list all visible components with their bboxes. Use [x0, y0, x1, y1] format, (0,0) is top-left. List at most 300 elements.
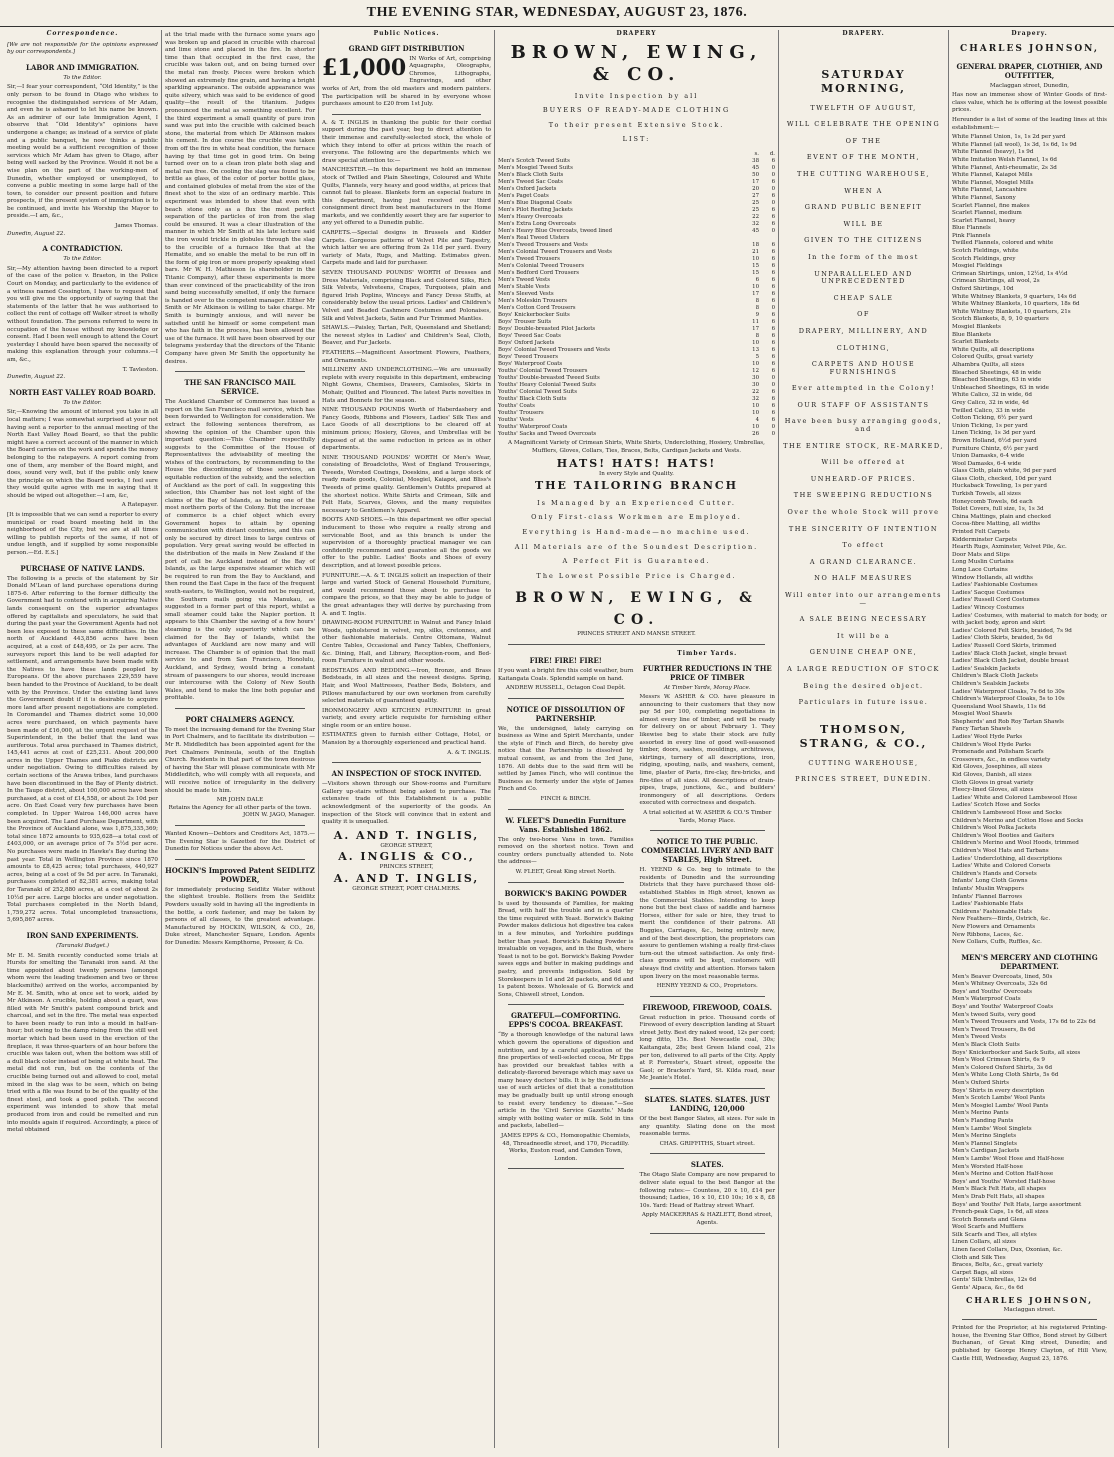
- goods-item: Honeycomb Towels, 6d each: [952, 498, 1033, 505]
- price-pence: 0: [771, 185, 775, 192]
- advert-signature: MR JOHN DALE: [216, 797, 264, 804]
- price-shillings: 32: [752, 395, 759, 402]
- price-pence: 6: [771, 276, 775, 283]
- price-shillings: 17: [752, 325, 759, 332]
- goods-item: Brown Holland, 6½d per yard: [952, 437, 1037, 444]
- price-row: [498, 277, 775, 284]
- price-row: [498, 200, 775, 207]
- goods-item: Boys' and Youths' Overcoats: [952, 988, 1033, 995]
- goods-item: Childrens' Fashionable Hats: [952, 908, 1033, 915]
- price-shillings: 10: [752, 283, 759, 290]
- goods-item: White Whitney Blankets, 10 quarters, 21s: [952, 308, 1071, 315]
- goods-item: Blue Blankets: [952, 331, 992, 338]
- goods-item: Glass Cloth, plain white, 9d per yard: [952, 468, 1057, 475]
- price-pence: 6: [771, 360, 775, 367]
- price-header-item: [498, 151, 743, 158]
- price-shillings: 9: [755, 311, 759, 318]
- firm-name: A. INGLIS & CO.,: [338, 850, 475, 864]
- advert-line: OF: [857, 310, 870, 319]
- firm-address: PRINCES STREET, DUNEDIN.: [795, 775, 932, 784]
- goods-item: Wool Scarfs and Mufflers: [952, 1224, 1024, 1231]
- goods-item: Men's Whitney Overcoats, 32s 6d: [952, 981, 1048, 988]
- divider: [508, 1004, 624, 1005]
- price-pence: 6: [771, 318, 775, 325]
- goods-item: Turkish Towels, all sizes: [952, 491, 1021, 498]
- goods-item: Union Ticking, 1s per yard: [952, 422, 1028, 429]
- price-header-pence: d.: [769, 150, 775, 157]
- advert-line: GRAND PUBLIC BENEFIT: [804, 203, 923, 212]
- goods-item: Printed Felt Carpets: [952, 529, 1010, 536]
- goods-item: Ladies' Wool Hyde Parks: [952, 734, 1023, 741]
- goods-item: White Flannel, Anti-rheumatic, 2s 3d: [952, 164, 1057, 171]
- price-item: Men's Heavy Overcoats: [498, 213, 563, 220]
- price-row: [498, 347, 775, 354]
- price-pence: 0: [771, 430, 775, 437]
- price-row: [498, 291, 775, 298]
- price-row: [498, 263, 775, 270]
- goods-item: Kid Gloves, Josephines, all sizes: [952, 764, 1043, 771]
- small-advert: [640, 1160, 776, 1233]
- goods-item: China Mattings, plain and checked: [952, 513, 1051, 520]
- goods-item: Bleached Sheetings, 48 in wide: [952, 369, 1042, 376]
- goods-item: Children's Waterproof Cloaks, 5s to 10s: [952, 696, 1065, 703]
- goods-item: Huckaback Toweling, 1s per yard: [952, 483, 1047, 490]
- article-dateline: Dunedin, August 22.: [7, 230, 66, 237]
- advert-line: TWELFTH OF AUGUST,: [810, 103, 917, 112]
- price-pence: 6: [771, 290, 775, 297]
- goods-item: Bleached Sheetings, 63 in wide: [952, 377, 1042, 384]
- small-advert-body: Great reduction in price. Thousand cords of Firewood of every description landing at Stuart street Jetty. Best dry naked wood, 12s per cord; long ditto, 15s. Best Newcastle coal, 30s; Kaitangata, 28s; best Green Island coal, 21s per ton, delivered to all parts of the City. Apply at P. Forrester's, Stuart street, opposite the Gaol; or Bracken's Yard, St. Kilda road, near Mc Jeanie's Hotel.: [639, 1014, 775, 1082]
- tailoring-line: Is Managed by an Experienced Cutter.: [537, 498, 736, 507]
- goods-item: Children's Hands and Corsets: [952, 870, 1037, 877]
- goods-item: White Whitney Blankets, 10 quarters, 18s 6d: [952, 301, 1080, 308]
- goods-item: Union Damasks, 6-4 wide: [952, 453, 1025, 460]
- price-item: Boys' Knickerbocker Suits: [498, 311, 570, 318]
- goods-item: Ladies' Costumes, with material to match for body, or with jacket body, apron and skirt: [952, 612, 1107, 627]
- price-pence: [759, 235, 775, 242]
- price-item: Men's Stable Vests: [498, 283, 550, 290]
- price-item: Youths' Waterproof Coats: [498, 423, 568, 430]
- small-advert: [498, 1011, 634, 1169]
- price-row: [498, 410, 775, 417]
- goods-item: Children's Wool Polka Jackets: [952, 825, 1037, 832]
- small-advert-body: H. YEEND & Co. beg to intimate to the residents of Dunedin and the surrounding Districts that they have purchased those old-established Stables in High street, known as the Commercial Stables. Intending to keep none but the best class of saddle and harness Horses, either for sale or hire, they trust to merit the confidence of their patrons. All Buggies, Carriages, &c., being entirely new, and of the best description, the proprietors can assure to gentlemen wishing a really first-class turn-out the utmost satisfaction. As only first-class grooms will be kept, customers will always find civility and attention. Horses taken upon livery on the most reasonable terms.: [639, 867, 775, 980]
- firm-subtitle: CUTTING WAREHOUSE,: [808, 758, 919, 767]
- price-pence: 6: [771, 395, 775, 402]
- tailoring-line: The Lowest Possible Price is Charged.: [536, 571, 737, 580]
- goods-item: Ladies' Underclothing, all descriptions: [952, 855, 1062, 862]
- advert-paragraph: ESTIMATES given to furnish either Cottage, Hotel, or Mansion by a thoroughly experienced and practical hand.: [322, 732, 491, 747]
- firm-address: Maclaggan street.: [1003, 1306, 1056, 1313]
- article-body: Sir,—Knowing the amount of interest you take in all local matters; I was somewhat surprised at your not having sent a reporter to the annual meeting of the North East Valley Road Board, so that the public might have a correct account of the manner in which the Board carries on the work and spends the money belonging to the ratepayers. A report coming from one of them, any member of the Board might, and does, sound very well, but if the public only knew the principle on which the Board works, I feel sure they would quite agree with me in saying that it should be wiped out altogether.—I am, &c,: [7, 409, 158, 499]
- price-row: [498, 284, 775, 291]
- small-advert-title: SLATES.: [690, 1160, 724, 1170]
- goods-item: White Flannel, Mosgiel Mills: [952, 179, 1034, 186]
- price-pence: 6: [771, 416, 775, 423]
- article-signature: T. Tavleston.: [122, 366, 158, 373]
- advert-line: UNHEARD-OF PRICES.: [810, 474, 917, 483]
- small-advert-body: We, the undersigned, lately carrying on business as Wine and Spirit Merchants, under the style of Finch and Birch, do hereby give notice that the Partnership is dissolved by mutual consent, as and from the 3rd June, 1876. All debts due to the said firm will be settled by James Finch, who will continue the Business as formerly under the style of James Finch and Co.: [498, 725, 634, 793]
- advert-title: GRAND GIFT DISTRIBUTION: [348, 43, 465, 53]
- price-item: Men's Scotch Tweed Suits: [498, 157, 570, 164]
- goods-item: Men's Drab Felt Hats, all shapes: [952, 1193, 1045, 1200]
- price-pence: 6: [771, 255, 775, 262]
- price-row: [498, 249, 775, 256]
- goods-item: White Flannel, Saxony: [952, 194, 1016, 201]
- price-item: Youths' Sacks and Tweed Overcoats: [498, 430, 597, 437]
- goods-item: Scarlet Flannel, heavy: [952, 217, 1016, 224]
- advert-line: A GRAND CLEARANCE.: [809, 557, 918, 566]
- price-item: Men's Bedford Cord Trousers: [498, 269, 580, 276]
- price-row: [498, 172, 775, 179]
- small-advert-signature: CHAS. GRIFFITHS, Stuart street.: [659, 1140, 755, 1147]
- advert-line: Over the whole Stock will prove: [787, 508, 940, 517]
- article-salutation: To the Editor.: [63, 256, 102, 263]
- section-heading: Correspondence.: [46, 30, 119, 37]
- small-advert: [498, 705, 634, 810]
- divider: [175, 371, 305, 372]
- price-row: [498, 298, 775, 305]
- goods-item: Scotch Bonnets and Glens: [952, 1216, 1027, 1223]
- price-shillings: 30: [752, 374, 759, 381]
- advert-paragraph: NINE THOUSAND POUNDS' WORTH Of Men's Wear, consisting of Broadcloths, West of England Trouserings, Tweeds, Worsted Coatings, Doeskins, and a large stock of ready made goods, Colonial, Mosgiel, Kaiapoi, and Bliss's Tweeds of prime quality. Gentlemen's Outfits prepared at the shortest notice. White Shirts and Crimean, Silk and Felt Hats, Scarves, Gloves, and the many requisites necessary to Gentlemen's Apparel.: [322, 454, 491, 514]
- price-shillings: 20: [752, 185, 759, 192]
- small-advert: [640, 1095, 776, 1154]
- article-title: LABOR AND IMMIGRATION.: [26, 62, 139, 72]
- price-shillings: 22: [752, 388, 759, 395]
- price-item: Boys' Double-breasted Pilot Jackets: [498, 325, 596, 332]
- goods-item: Mosgiel Blankets: [952, 324, 1001, 330]
- price-shillings: 10: [752, 423, 759, 430]
- column-drapery-charles-johnson: [948, 30, 1110, 1448]
- goods-item: Men's Oxford Shirts: [952, 1080, 1010, 1086]
- price-row: [498, 186, 775, 193]
- price-shillings: 13: [752, 346, 759, 353]
- small-advert-body: “By a thorough knowledge of the natural laws which govern the operations of digestion and nutrition, and by a careful application of the fine properties of well-selected cocoa, Mr Epps has provided our breakfast tables with a delicately-flavored beverage which may save us many heavy doctors' bills. It is by the judicious use of such articles of diet that a constitution may be gradually built up until strong enough to resist every tendency to disease.”—See article in the 'Civil Service Gazette.' Made simply with boiling water or milk. Sold in tins and packets, labelled—: [498, 1032, 634, 1130]
- advert-line: THE SINCERITY OF INTENTION: [788, 524, 939, 533]
- price-pence: 6: [771, 206, 775, 213]
- goods-item: Ladies' Fashionable Hats: [952, 901, 1024, 908]
- price-pence: 6: [771, 332, 775, 339]
- firm-name: A. AND T. INGLIS,: [333, 828, 480, 842]
- advert-line: OF THE: [845, 136, 882, 145]
- goods-item: Twilled Calico, 33 in wide: [952, 407, 1026, 414]
- advert-line: Have been busy arranging goods, and: [784, 417, 943, 434]
- firm-name: THOMSON, STRANG, & CO.,: [799, 722, 928, 750]
- price-item: Boys' Trouser Suits: [498, 318, 552, 325]
- small-advert-signature: JAMES EPPS & CO., Homœopathic Chemists, 48, Threadneedle street, and 170, Piccadilly. Works, Euston road, and Camden Town, London.: [500, 1133, 631, 1162]
- small-advert: [640, 837, 776, 997]
- price-shillings: 18: [752, 241, 759, 248]
- divider: [175, 708, 305, 709]
- price-shillings: 10: [752, 409, 759, 416]
- price-pence: 0: [771, 199, 775, 206]
- goods-item: Boys' Shirts in every description: [952, 1087, 1045, 1094]
- goods-item: Children's Merino and Wool Hoods, trimmed: [952, 840, 1079, 847]
- divider: [175, 825, 305, 826]
- small-advert: [498, 889, 634, 1006]
- firm-address: GEORGE STREET,: [380, 842, 433, 849]
- price-row: [498, 305, 775, 312]
- advert-signature: A. & T. INGLIS.: [447, 749, 491, 756]
- goods-item: Men's Tweed Trousers, 8s 6d: [952, 1026, 1036, 1033]
- price-item: Boys' Colonial Tweed Trousers and Vests: [498, 346, 611, 353]
- small-advert-signature: Apply MACKERRAS & HAZLETT, Bond street, Agents.: [641, 1212, 773, 1226]
- goods-item: Ladies' Sacque Costumes: [952, 589, 1025, 596]
- price-item: Youths' Vests: [498, 416, 534, 423]
- goods-item: Cocoa-fibre Matting, all widths: [952, 521, 1041, 528]
- price-shillings: 15: [752, 269, 759, 276]
- price-shillings: 17: [752, 178, 759, 185]
- small-advert-title: SLATES. SLATES. SLATES. JUST LANDING, 120,000: [644, 1095, 770, 1114]
- article-signature: James Thomas.: [115, 223, 158, 230]
- goods-item: Scotch Fleldings, white: [952, 248, 1019, 255]
- goods-item: New Collars, Cuffs, Ruffles, &c.: [952, 939, 1042, 946]
- advert-line: EVENT OF THE MONTH,: [806, 153, 921, 162]
- advert-line: CHEAP SALE: [833, 293, 894, 302]
- advert-line: Will enter into our arrangements—: [785, 591, 942, 607]
- goods-item: Colored Quilts, great variety: [952, 354, 1034, 361]
- goods-item: New Ribbons, Laces, &c.: [952, 931, 1024, 938]
- advert-paragraph: BEDSTEADS AND BEDDING.—Iron, Bronze, and Brass Bedsteads, in all sizes and the newest designs. Spring, Hair, and Wool Mattresses, Feather Beds, Bolsters, and Pillows manufactured by our own workmen from carefully selected materials of guaranteed quality.: [322, 667, 491, 705]
- advert-headline: SATURDAY MORNING,: [821, 67, 906, 95]
- goods-item: Crossovers, &c., in endless variety: [952, 756, 1051, 763]
- price-shillings: 10: [752, 360, 759, 367]
- goods-item: Men's White Long Cloth Shirts, 5s 6d: [952, 1072, 1059, 1079]
- price-row: [498, 214, 775, 221]
- price-shillings: 27: [752, 192, 759, 199]
- advert-paragraph: SHAWLS.—Paisley, Tartan, Felt, Queensland and Shetland; the newest styles in Ladies' and Children's Seal, Cloth, Beaver, and Fur Jackets.: [322, 325, 491, 347]
- price-row: [498, 221, 775, 228]
- small-advert-signature: A trial solicited at W. ASHER & CO.'S Timber Yards, Moray Place.: [643, 810, 772, 824]
- column-drapery-brown-ewing: [494, 30, 778, 1448]
- editor-note: [We are not responsible for the opinions expressed by our correspondents.]: [7, 41, 158, 56]
- divider: [962, 1319, 1097, 1320]
- price-item: Men's Tweed Vests: [498, 276, 550, 283]
- advert-paragraph: SEVEN THOUSAND POUNDS' WORTH of Dresses and Dress Materials, comprising Black and Colored Silks, Rich Silk Velvets, Velveteens, Crapes, Turquoises, plain and figured Irish Poplins, Winceys and Fancy Dress Stuffs, at considerably below the usual prices. Ladies' and Children's Velvet and Beaded Cashmere Costumes and Polonaises, Silk and Velvet Jackets, Satin and Fur Trimmed Mantles.: [322, 270, 491, 322]
- advert-line: In every Style and Quality.: [599, 471, 674, 478]
- price-row: [498, 228, 775, 235]
- price-shillings: 11: [752, 318, 759, 325]
- price-pence: 6: [771, 353, 775, 360]
- goods-item: White Flannel, Lancashire: [952, 187, 1027, 194]
- goods-item: Boys' and Youths' Waterproof Coats: [952, 1004, 1054, 1011]
- price-row: [498, 270, 775, 277]
- goods-item: Men's Flanding Pants: [952, 1117, 1014, 1124]
- article-title: IRON SAND EXPERIMENTS.: [26, 930, 139, 940]
- price-shillings: 8: [755, 297, 759, 304]
- goods-item: Cotton Ticking, 6½ per yard: [952, 415, 1033, 422]
- price-header-shillings: s.: [754, 150, 759, 157]
- small-advert-title: BORWICK'S BAKING POWDER: [504, 888, 627, 898]
- article-body: The Auckland Chamber of Commerce has issued a report on the San Francisco mail service, which has been forwarded to Wellington for consideration. We extract the following sentences therefrom, as showing the opinion of the Chamber upon this important question:—This Chamber respectfully suggests to the Committee of the House of Representatives the advisability of meeting the wishes of the contractors, by recommending to the House the discontinuing of those services, an equitable reduction of the subsidy, and the selection of Auckland as the port of call. In suggesting this selection, this Chamber has not lost sight of the claims of the Bay of Islands, as being one of the most northern ports of the Colony. But the increase of commerce is a chief object which every Government hopes to attain by opening communication with distant countries, and this can only be secured by direct lines to large centres of population. Very great saving would be effected in the distribution of the mails in New Zealand if the port of call be Auckland instead of the Bay of Islands, as the large expensive steamer which will be required to run from the Bay to Auckland, and then round the East Cape in the face of the frequent south-easters, to Wellington, would not be required, the Southern mails going via Manukau, as suggested in a former part of this report, whilst a small steamer could take the Napier portion. It appears to this Chamber the saving of a few hours' steaming is the only superiority which can be claimed for the Bay of Islands, whilst the advantages of Auckland are now many and will increase. The Chamber is of opinion that the mail service to and from San Francisco, Honolulu, Auckland, and Sydney, would bring a constant stream of passengers to our shores, would increase our intercourse with the Colony of New South Wales, and tend to make the line both popular and profitable.: [165, 399, 315, 702]
- price-row: [498, 319, 775, 326]
- column-public-notices: [318, 30, 494, 1448]
- price-item: Youths' Heavy Colonial Tweed Suits: [498, 381, 596, 388]
- goods-item: Toilet Covers, full size, 1s, 1s 3d: [952, 506, 1044, 513]
- goods-item: Alhambra Quilts, all sizes: [952, 361, 1025, 368]
- section-heading: DRAPERY: [616, 30, 657, 37]
- goods-item: Mosgiel Wool Shawls: [952, 711, 1013, 718]
- goods-list: [952, 134, 1107, 947]
- goods-item: Gents' Alpaca, &c., 6s 6d: [952, 1285, 1024, 1292]
- goods-item: Men's Waterproof Coats: [952, 996, 1021, 1003]
- price-shillings: 15: [752, 262, 759, 269]
- goods-item: Carpet Bags, all sizes: [952, 1269, 1014, 1276]
- advert-line: Being the desired object.: [803, 681, 924, 690]
- price-pence: 6: [771, 157, 775, 164]
- advert-line: NO HALF MEASURES: [814, 574, 913, 583]
- advert-line: Invite Inspection by all: [574, 91, 699, 100]
- price-row: [498, 242, 775, 249]
- price-shillings: 5: [755, 353, 759, 360]
- price-shillings: 17: [752, 290, 759, 297]
- price-pence: 6: [771, 283, 775, 290]
- advert-title: PORT CHALMERS AGENCY.: [185, 714, 295, 724]
- tailoring-line: All Materials are of the Soundest Description.: [514, 542, 759, 551]
- goods-item: Promenade and Polisham Scarfs: [952, 749, 1044, 756]
- goods-item: Ladies' White and Colored Lambswool Hose: [952, 794, 1078, 801]
- goods-item: Infants' Muslin Wrappers: [952, 885, 1024, 892]
- goods-item: Men's Flannel Singlets: [952, 1140, 1017, 1147]
- advert-line: THE CUTTING WAREHOUSE,: [796, 169, 930, 178]
- article-body: The following is a precis of the statement by Sir Donald M'Lean of land purchase operations during 1875-6. After referring to the former difficulty the Government had to contend with in acquiring Native lands consequent on the superior advantages offered by capitalists and speculators, he said that during the past year the Government Agents had not been less exposed to these same difficulties. In the north of Auckland 443,856 acres have been acquired, at a cost of £48,495, or 2s per acre. The surveyors report this land to be well adapted for settlement, and arrangements have been made with the Natives to have these lands peopled by Europeans. Of the above purchases 229,559 have been handed to the Province of Auckland, to be dealt with by the Province. Under the existing land laws the Government doubt if it is desirable to acquire more land after present negotiations are completed. In Coromandel and Thames district some 10,000 acres were purchased, on which payments have been made of £16,000, at the urgent request of the Superintendent, in the belief that the land was auriferous. Total area purchased in Thames district, 145,441 acres at cost of £25,231. About 200,000 acres in the Upper Thames and Piako districts are under negotiation. Owing to difficulties raised by certain sections of the Arawa tribes, land purchases have been discontinued in the Bay of Plenty district. In the Taupo district, about 100,000 acres have been purchased, at a cost of £14,558, or about 2s 10d per acre. On East Coast very few purchases have been completed. In Upper Wairoa 146,000 acres have been acquired. The Land Purchase Department, with the Province of Auckland alone, was 1,875,335,369; total since 1872 amounts to 935,628—a total cost of £403,000, or an average price of 7s 5½d per acre. No purchases were made in Hawke's Bay during the past year. Total in Wellington Province since 1870 amounts to £8,425 acres; total purchases, 440,927 acres, being at a cost of 9s 5d per acre. In Taranaki, purchases completed of 82,381 acres, making total for Taranaki of 252,880 acres, at a cost of about 2s 10½d per acre. Large blocks are under negotiation. Total purchases completed in the North Island, 1,759,272 acres. Total uncompleted transactions, 5,695,867 acres.: [7, 575, 158, 924]
- advert-body: To meet the increasing demand for the Evening Star in Port Chalmers, and to facilitate its distribution — Mr R. Middleditch has been appointed agent for the Port Chalmers Peninsula, south of the English Church. Residents in that part of the town desirous of having the Star will please communicate with Mr Middleditch, who will comply with all requests, and will receive notice of irregularity in the delivery should be made to him.: [165, 726, 315, 794]
- goods-item: Cloth Gloves in great variety: [952, 779, 1034, 786]
- advert-line: OUR STAFF OF ASSISTANTS: [797, 400, 930, 409]
- price-shillings: 10: [752, 339, 759, 346]
- advert-signature: Retains the Agency for all other parts of the town.: [168, 804, 312, 811]
- article-title: NORTH EAST VALLEY ROAD BOARD.: [9, 387, 156, 397]
- advert-body: Hereunder is a list of some of the leading lines at this establishment:—: [952, 116, 1107, 131]
- advert-line: WHEN A: [844, 186, 883, 195]
- goods-item: Wool Damasks, 6-4 wide: [952, 460, 1022, 467]
- advert-signature: JOHN W. JAGO, Manager.: [243, 812, 315, 819]
- price-shillings: 22: [752, 213, 759, 220]
- price-row: [498, 179, 775, 186]
- firm-name: BROWN, EWING, & CO.: [510, 41, 763, 85]
- small-advert-title: NOTICE TO THE PUBLIC. COMMERCIAL LIVERY AND BAIT STABLES, High Street.: [641, 837, 774, 865]
- goods-item: White Calico, 32 in wide, 6d: [952, 392, 1032, 399]
- divider: [175, 859, 305, 860]
- price-pence: 0: [771, 304, 775, 311]
- advert-body: IN Works of Art, comprising Aquagraphs, Oleographs, Chromos, Lithographs, Engravings, and other works of Art, from the old masters and modern painters. The participation will be shared in by everyone whose purchases amount to £20 from 1st July.: [322, 55, 491, 108]
- goods-item: Kid Gloves, Danish, all sizes: [952, 772, 1032, 779]
- small-advert-signature: W. FLEET, Great King street North.: [515, 869, 616, 875]
- price-pence: 6: [771, 262, 775, 269]
- divider: [650, 1233, 766, 1234]
- goods-item: Oxford Shirtings, 10d: [952, 286, 1014, 293]
- goods-item: Men's Black Cloth Suits: [952, 1042, 1020, 1049]
- divider: [508, 1168, 624, 1169]
- goods-item: Infants' Flannel Barrows: [952, 893, 1023, 900]
- advert-body: Has now an immense show of Winter Goods of first-class value, which he is offering at the lowest possible prices.: [952, 92, 1107, 114]
- goods-item: Queensland Wool Shawls, 11s 6d: [952, 703, 1046, 710]
- tailoring-line: A Perfect Fit is Guaranteed.: [562, 557, 711, 566]
- advert-body: Wanted Known—Debtors and Creditors Act, 1875.—The Evening Star is Gazetted for the District of Dunedin for Notices under the above Act.: [165, 831, 315, 853]
- price-item: Men's Tweed Trousers: [498, 255, 560, 262]
- goods-item: Children's Lambswool Hose and Socks: [952, 810, 1062, 816]
- price-shillings: 8: [755, 332, 759, 339]
- goods-item: Men's Merino Singlets: [952, 1133, 1017, 1140]
- price-shillings: 38: [752, 157, 759, 164]
- goods-item: Men's Colored Oxford Shirts, 3s 6d: [952, 1064, 1053, 1071]
- advert-sections: [322, 120, 491, 748]
- price-pence: 6: [771, 220, 775, 227]
- article-source: (Taranaki Budget.): [55, 942, 110, 949]
- goods-item: Children's Merino and Cotton Hose and Socks: [952, 817, 1084, 824]
- price-shillings: 10: [752, 402, 759, 409]
- divider: [508, 698, 624, 699]
- small-adverts-right-list: [640, 664, 776, 1234]
- price-row: [498, 368, 775, 375]
- goods-item: Men's tweed Suits, very good: [952, 1011, 1036, 1018]
- price-list-title: LIST:: [622, 135, 651, 144]
- goods-item: Long Lace Curtains: [952, 567, 1008, 573]
- goods-item: Men's Worsted Half-hose: [952, 1163, 1023, 1170]
- advert-line: THE SWEEPING REDUCTIONS: [793, 491, 934, 500]
- price-item: Men's Real Tweed Ulsters: [498, 234, 570, 241]
- price-pence: 0: [771, 423, 775, 430]
- article-body: Sir,—I fear your correspondent, “Old Identity,” is the only person to be found in Otago who wishes to recognise the distinguished services of Mr Adam, and even he is ashamed to let his name be known. As an admirer of our late Immigration Agent, I observe that “Old Identity's” opinions have undergone a change; as instead of a service of plate and a public banquet, he now thinks a public meeting would be a sufficient recognition of those services which Mr Adam has given to Otago, after being well sacked by the Province. Would it not be a wise plan on the part of the working-men of Dunedin, whether employed or unemployed, to convene a public meeting in some large hall of the town, to consider our present position and future prospects, if the present system of immigration is to be continued, and invite his Worship the Mayor to preside.—I am, &c.,: [7, 84, 158, 220]
- price-row: [498, 256, 775, 263]
- advert-line: UNPARALLELED AND UNPRECEDENTED: [814, 269, 913, 286]
- goods-item: New Flowers and Ornaments: [952, 923, 1036, 930]
- goods-item: Men's Beaver Overcoats, lined, 50s: [952, 973, 1053, 980]
- price-item: Men's Colonial Tweed Trousers: [498, 262, 585, 269]
- price-pence: 6: [771, 248, 775, 255]
- advert-title: AN INSPECTION OF STOCK INVITED.: [331, 769, 482, 779]
- price-row: [498, 158, 775, 165]
- goods-item: Boys' and Youths' Felt Hats, large assortment: [952, 1201, 1082, 1208]
- price-row: [498, 333, 775, 340]
- advert-amount: £1,000: [322, 54, 407, 81]
- goods-item: White Flannel (all wool), 1s 3d, 1s 6d, 1s 9d: [952, 141, 1077, 148]
- article-body: Sir,—My attention having been directed to a report of the case of the police v. Braeton, in the Police Court on Monday, and particularly to the evidence of a witness named Cossington, I have to request that you will give me the opportunity of saying that the statements of the latter that he was authorised to collect the rent of cottage off Walker street is wholly without foundation. The persons referred to were in occupation of the house without my knowledge or consent. Had I been well enough to attend the Court yesterday I should have been spared the necessity of making this explanation through your columns.—I am, &c.,: [7, 265, 158, 363]
- small-advert: [498, 656, 634, 699]
- price-pence: 6: [771, 409, 775, 416]
- mens-goods-list: [952, 974, 1107, 1293]
- advert-lines: [782, 121, 945, 707]
- article-salutation: To the Editor.: [63, 399, 102, 406]
- price-pence: 6: [771, 325, 775, 332]
- divider: [332, 762, 481, 763]
- price-item: Men's Tweed Sac Coats: [498, 178, 563, 185]
- price-list: [498, 151, 775, 438]
- price-item: Men's Colonial Tweed Trousers and Vests: [498, 248, 612, 255]
- goods-item: Boys' Knickerbocker and Sack Suits, all sizes: [952, 1049, 1081, 1056]
- price-item: Men's Heavy Blue Overcoats, tweed lined: [498, 227, 613, 234]
- column-correspondence: [4, 30, 161, 1448]
- goods-item: French-peak Caps, 1s 6d, all sizes: [952, 1209, 1049, 1216]
- price-pence: 6: [771, 213, 775, 220]
- small-advert-signature: FINCH & BIRCH.: [540, 796, 591, 803]
- price-row: [498, 382, 775, 389]
- goods-item: Scarlet Flannel, fine makes: [952, 202, 1030, 209]
- small-advert-body: If you want a bright fire this cold weather, burn Kaitangata Coals. Splendid sample on hand.: [498, 667, 634, 682]
- divider: [650, 996, 766, 997]
- price-pence: 6: [771, 402, 775, 409]
- small-adverts-right: [640, 650, 776, 1239]
- goods-item: Boys' and Youths' Worsted Half-hose: [952, 1178, 1056, 1185]
- column-drapery-thomson-strang: [778, 30, 948, 1448]
- price-row: [498, 375, 775, 382]
- price-row: [498, 431, 775, 438]
- goods-item: Ladies' Colored Felt Skirts, braided, 7s 9d: [952, 627, 1072, 634]
- price-row: [498, 193, 775, 200]
- goods-item: Furniture Chintz, 6½ per yard: [952, 445, 1039, 452]
- goods-item: Unbleached Sheetings, 63 in wide: [952, 384, 1049, 391]
